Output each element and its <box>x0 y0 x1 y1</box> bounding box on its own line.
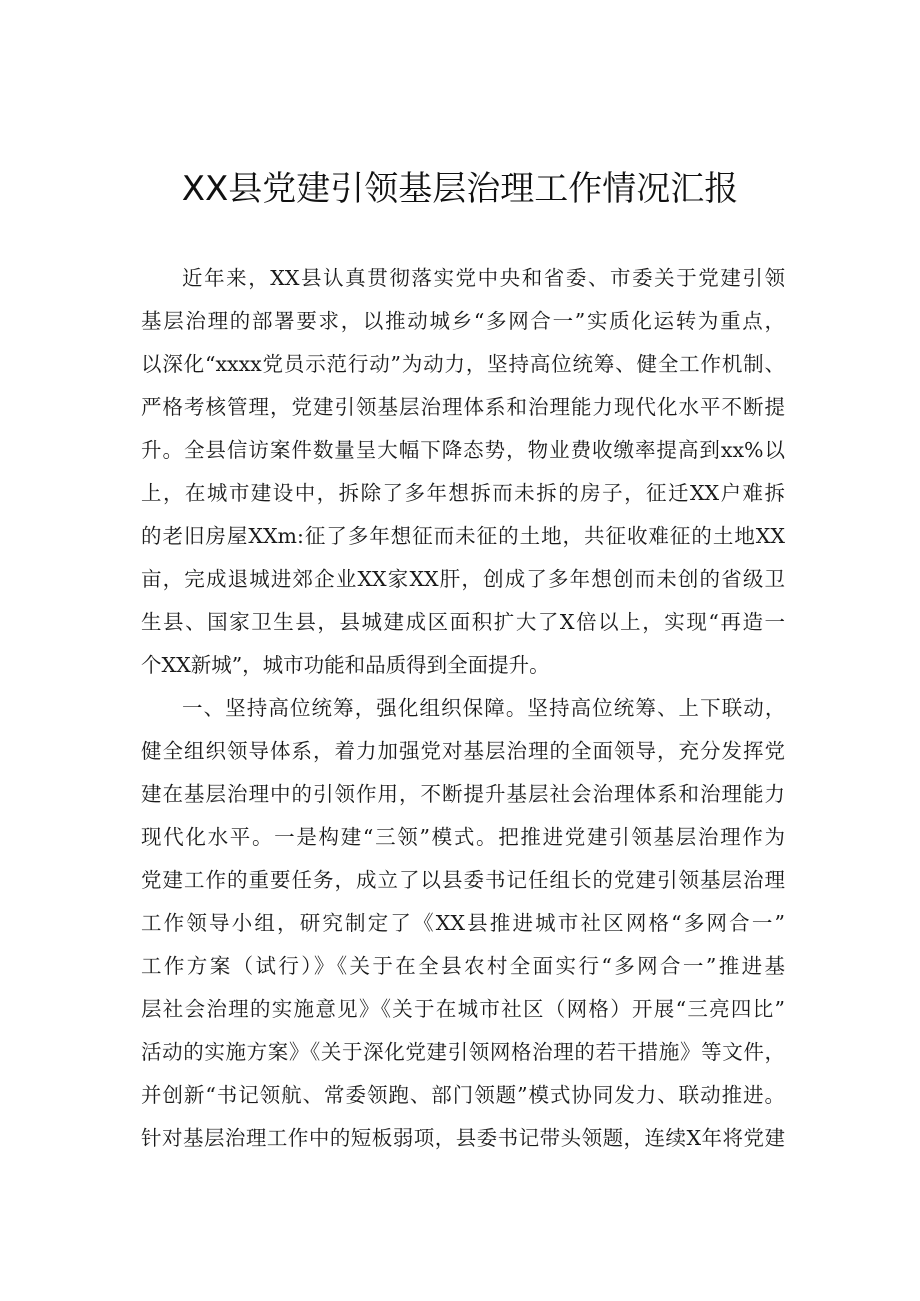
text-line: 一、坚持高位统筹，强化组织保障。坚持高位统筹、上下联动， <box>182 696 785 720</box>
document-body <box>141 257 785 1160</box>
text-line: 活动的实施方案》《关于深化党建引领网格治理的若干措施》等文件， <box>141 1040 785 1064</box>
text-line: 健全组织领导体系，着力加强党对基层治理的全面领导，充分发挥党 <box>141 739 785 763</box>
text-line: 工作方案（试行）》《关于在全县农村全面实行“多网合一”推进基 <box>141 954 785 978</box>
text-line: 现代化水平。一是构建“三领”模式。把推进党建引领基层治理作为 <box>141 825 785 849</box>
text-line: 工作领导小组，研究制定了《XX县推进城市社区网格“多网合一” <box>141 911 785 935</box>
text-line: 亩，完成退城进郊企业XX家XX肝，创成了多年想创而未创的省级卫 <box>141 567 785 591</box>
paragraph-section-one <box>141 687 785 1160</box>
text-line: 以深化“xxxx党员示范行动”为动力，坚持高位统筹、健全工作机制、 <box>141 352 785 376</box>
text-line: 上，在城市建设中，拆除了多年想拆而未拆的房子，征迁XX户难拆 <box>141 481 785 505</box>
text-line: 针对基层治理工作中的短板弱项，县委书记带头领题，连续X年将党建 <box>141 1126 785 1150</box>
text-line: 严格考核管理，党建引领基层治理体系和治理能力现代化水平不断提 <box>141 395 785 419</box>
text-line: 近年来，XX县认真贯彻落实党中央和省委、市委关于党建引领 <box>182 266 785 290</box>
text-line: 党建工作的重要任务，成立了以县委书记任组长的党建引领基层治理 <box>141 868 785 892</box>
text-line: 基层治理的部署要求，以推动城乡“多网合一”实质化运转为重点， <box>141 309 785 333</box>
text-line: 生县、国家卫生县，县城建成区面积扩大了X倍以上，实现“再造一 <box>141 610 785 634</box>
paragraph-intro <box>141 257 785 687</box>
document-title: XX县党建引领基层治理工作情况汇报 <box>181 169 739 209</box>
text-line: 的老旧房屋XXm:征了多年想征而未征的土地，共征收难征的土地XX <box>141 524 785 548</box>
text-line: 升。全县信访案件数量呈大幅下降态势，物业费收缴率提高到xx%以 <box>141 438 785 462</box>
text-line: 个XX新城”，城市功能和品质得到全面提升。 <box>141 653 550 677</box>
text-line: 并创新“书记领航、常委领跑、部门领题”模式协同发力、联动推进。 <box>141 1083 785 1107</box>
text-line: 层社会治理的实施意见》《关于在城市社区（网格）开展“三亮四比” <box>141 997 785 1021</box>
text-line: 建在基层治理中的引领作用，不断提升基层社会治理体系和治理能力 <box>141 782 785 806</box>
